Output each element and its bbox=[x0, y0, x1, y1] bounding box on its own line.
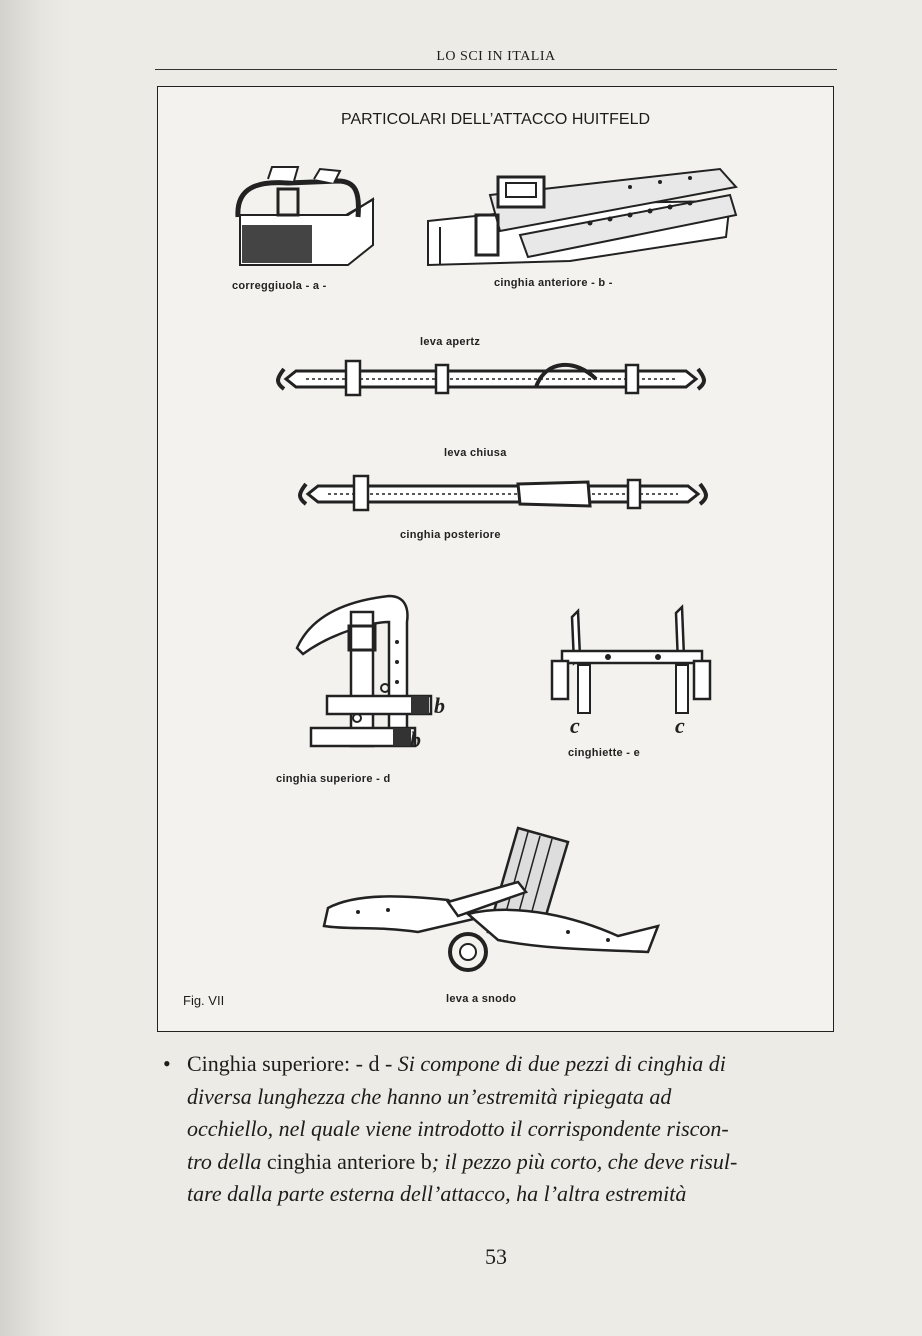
body-line-1-roman: Cinghia superiore: - d - bbox=[187, 1051, 398, 1076]
body-line-4-roman: cinghia anteriore b bbox=[266, 1148, 432, 1174]
caption-correggiuola: correggiuola - a - bbox=[232, 280, 327, 292]
figure-label: Fig. VII bbox=[183, 993, 225, 1008]
body-line-1-italic: Si compone di due pezzi di cinghia di bbox=[397, 1051, 726, 1076]
body-paragraph bbox=[163, 1048, 843, 1211]
leva-aperta-drawing bbox=[276, 357, 706, 402]
caption-leva-snodo: leva a snodo bbox=[446, 993, 517, 1005]
caption-cinghia-anteriore: cinghia anteriore - b - bbox=[494, 277, 613, 289]
body-line-3 bbox=[163, 1113, 843, 1146]
leva-snodo-drawing bbox=[318, 822, 678, 982]
body-line-4 bbox=[163, 1146, 843, 1179]
header-rule bbox=[155, 69, 837, 70]
caption-leva-aperta: leva apertz bbox=[420, 336, 481, 348]
running-head: LO SCI IN ITALIA bbox=[436, 49, 556, 64]
cinghia-anteriore-drawing bbox=[420, 165, 745, 275]
bullet: • bbox=[163, 1051, 171, 1076]
body-line-4-italic-a: tro della bbox=[187, 1148, 267, 1174]
cinghiette-drawing bbox=[548, 607, 718, 717]
page-gutter-shadow bbox=[0, 0, 70, 1336]
leva-chiusa-drawing bbox=[298, 472, 708, 517]
caption-cinghiette: cinghiette - e bbox=[568, 747, 641, 759]
correggiuola-drawing bbox=[228, 167, 388, 277]
body-line-4-italic-b: ; il pezzo più corto, che deve risul- bbox=[431, 1148, 738, 1174]
body-line-5-text: tare dalla parte esterna dell’attacco, ha l’altra estremità bbox=[187, 1181, 687, 1206]
letter-b-upper: b bbox=[434, 693, 446, 718]
letter-b-lower: b bbox=[410, 727, 422, 752]
body-line-3-text: occhiello, nel quale viene introdotto il corrispondente riscon- bbox=[187, 1116, 729, 1141]
caption-cinghia-posteriore: cinghia posteriore bbox=[400, 529, 501, 541]
letter-c-left: c bbox=[570, 713, 581, 738]
body-line-2-text: diversa lunghezza che hanno un’estremità ripiegata ad bbox=[187, 1083, 672, 1109]
body-line-2 bbox=[163, 1081, 843, 1114]
caption-leva-chiusa: leva chiusa bbox=[444, 447, 507, 459]
page-number: 53 bbox=[485, 1244, 507, 1269]
body-line-5 bbox=[163, 1178, 843, 1211]
body-line-1 bbox=[163, 1048, 843, 1081]
figure-box bbox=[157, 86, 834, 1032]
figure-title: PARTICOLARI DELL’ATTACCO HUITFELD bbox=[340, 111, 651, 128]
letter-c-right: c bbox=[675, 713, 686, 738]
caption-cinghia-superiore: cinghia superiore - d bbox=[276, 773, 391, 785]
